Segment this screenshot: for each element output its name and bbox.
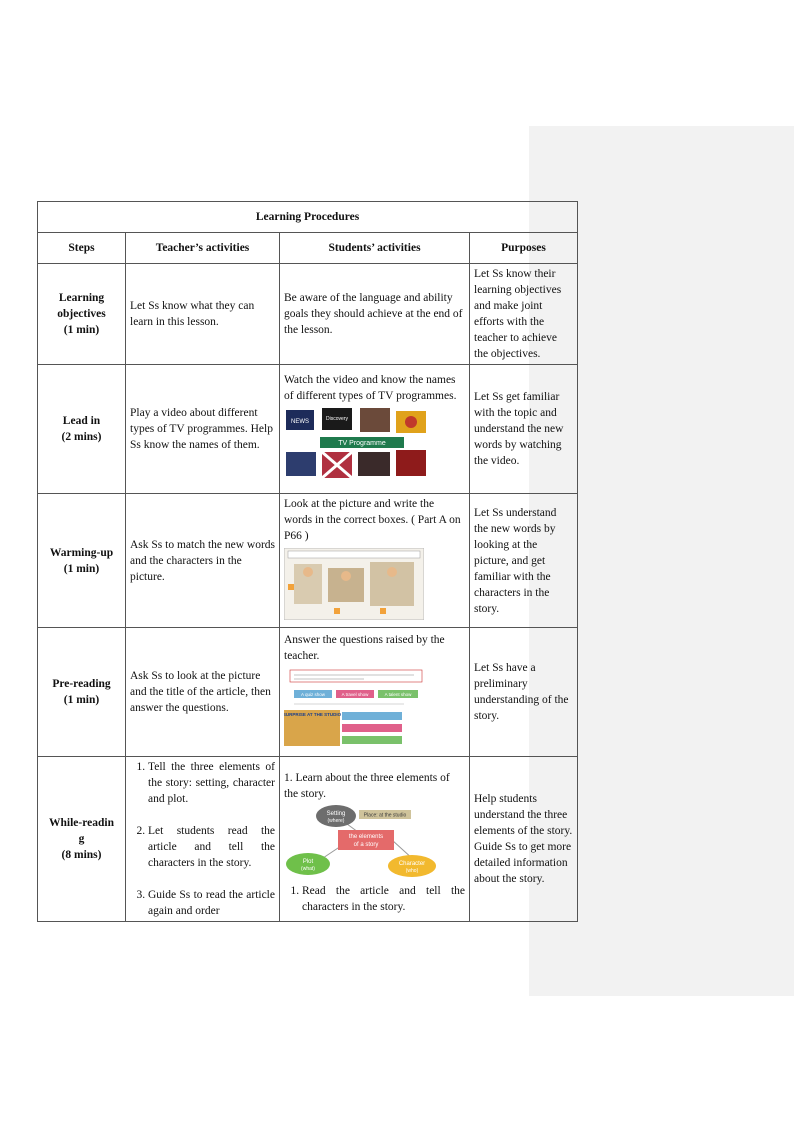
student-activity: Look at the picture and write the words in the correct boxes. ( Part A on P66 ): [284, 498, 461, 542]
list-item: 3. Guide Ss to read the article again and order: [148, 887, 275, 919]
table-row: [38, 757, 578, 922]
list-item: 1. Read the article and tell the characters in the story.: [302, 883, 465, 915]
table-title: Learning Procedures: [38, 202, 578, 233]
purpose: Let Ss understand the new words by looking at the picture, and get familiar with the characters in the story.: [470, 494, 578, 628]
table-row: [38, 494, 578, 628]
tv-programme-collage: [284, 408, 465, 487]
svg-text:Plot: Plot: [302, 858, 314, 865]
student-activity-cell: [280, 757, 470, 922]
table-row: [38, 365, 578, 494]
purpose: Let Ss have a preliminary understanding of the story.: [470, 628, 578, 757]
svg-text:Discovery: Discovery: [326, 415, 348, 422]
step-cell: Pre-reading (1 min): [38, 628, 126, 757]
table-row: [38, 628, 578, 757]
student-activity: Watch the video and know the names of different types of TV programmes.: [284, 373, 457, 402]
pre-reading-questions-image: [284, 668, 465, 753]
svg-text:Character: Character: [398, 860, 426, 867]
svg-text:the elements: the elements: [348, 833, 384, 840]
story-elements-diagram: [284, 802, 465, 883]
learning-procedures-table: [37, 201, 578, 922]
purpose: Let Ss know their learning objectives and make joint efforts with the teacher to achieve the objectives.: [470, 264, 578, 365]
svg-text:A travel show: A travel show: [341, 691, 369, 697]
svg-text:TV Programme: TV Programme: [338, 439, 386, 447]
student-activity: 1. Learn about the three elements of the story.: [284, 771, 450, 800]
step-cell: Learning objectives (1 min): [38, 264, 126, 365]
teacher-activity: Ask Ss to match the new words and the characters in the picture.: [126, 494, 280, 628]
student-activity-cell: [280, 628, 470, 757]
list-item: 1. Tell the three elements of the story: setting, character and plot.: [148, 759, 275, 807]
table-row: [38, 264, 578, 365]
header-steps: Steps: [38, 233, 126, 264]
studio-matching-picture: [284, 548, 465, 625]
svg-text:Place: at the studio: Place: at the studio: [363, 812, 407, 818]
step-cell: Warming-up (1 min): [38, 494, 126, 628]
svg-text:(what): (what): [301, 865, 315, 872]
teacher-activity: Let Ss know what they can learn in this lesson.: [126, 264, 280, 365]
svg-text:(where): (where): [327, 817, 345, 824]
student-activity-cell: [280, 365, 470, 494]
step-cell: Lead in (2 mins): [38, 365, 126, 494]
purpose: Help students understand the three elements of the story. Guide Ss to get more detailed information about the story.: [470, 757, 578, 922]
step-cell: While-readin g (8 mins): [38, 757, 126, 922]
list-item: 2. Let students read the article and tell the characters in the story.: [148, 823, 275, 871]
svg-text:NEWS: NEWS: [291, 418, 309, 425]
svg-text:A quiz show: A quiz show: [300, 691, 326, 697]
header-students-activities: Students’ activities: [280, 233, 470, 264]
header-purposes: Purposes: [470, 233, 578, 264]
teacher-activity-list: [130, 759, 275, 919]
svg-text:of a story: of a story: [353, 841, 379, 848]
student-activity: Be aware of the language and ability goals they should achieve at the end of the lesson.: [280, 264, 470, 365]
student-activity-cell: [280, 494, 470, 628]
teacher-activity: Play a video about different types of TV programmes. Help Ss know the names of them.: [126, 365, 280, 494]
svg-text:SURPRISE AT THE STUDIO: SURPRISE AT THE STUDIO: [284, 711, 342, 717]
student-activity: Answer the questions raised by the teacher.: [284, 633, 445, 662]
teacher-activity: Ask Ss to look at the picture and the title of the article, then answer the questions.: [126, 628, 280, 757]
purpose: Let Ss get familiar with the topic and understand the new words by watching the video.: [470, 365, 578, 494]
svg-text:A talent show: A talent show: [384, 691, 412, 697]
teacher-activity-cell: [126, 757, 280, 922]
header-teacher-activities: Teacher’s activities: [126, 233, 280, 264]
svg-text:(who): (who): [405, 867, 419, 874]
svg-text:Setting: Setting: [326, 810, 346, 817]
student-activity-list: [284, 883, 465, 915]
